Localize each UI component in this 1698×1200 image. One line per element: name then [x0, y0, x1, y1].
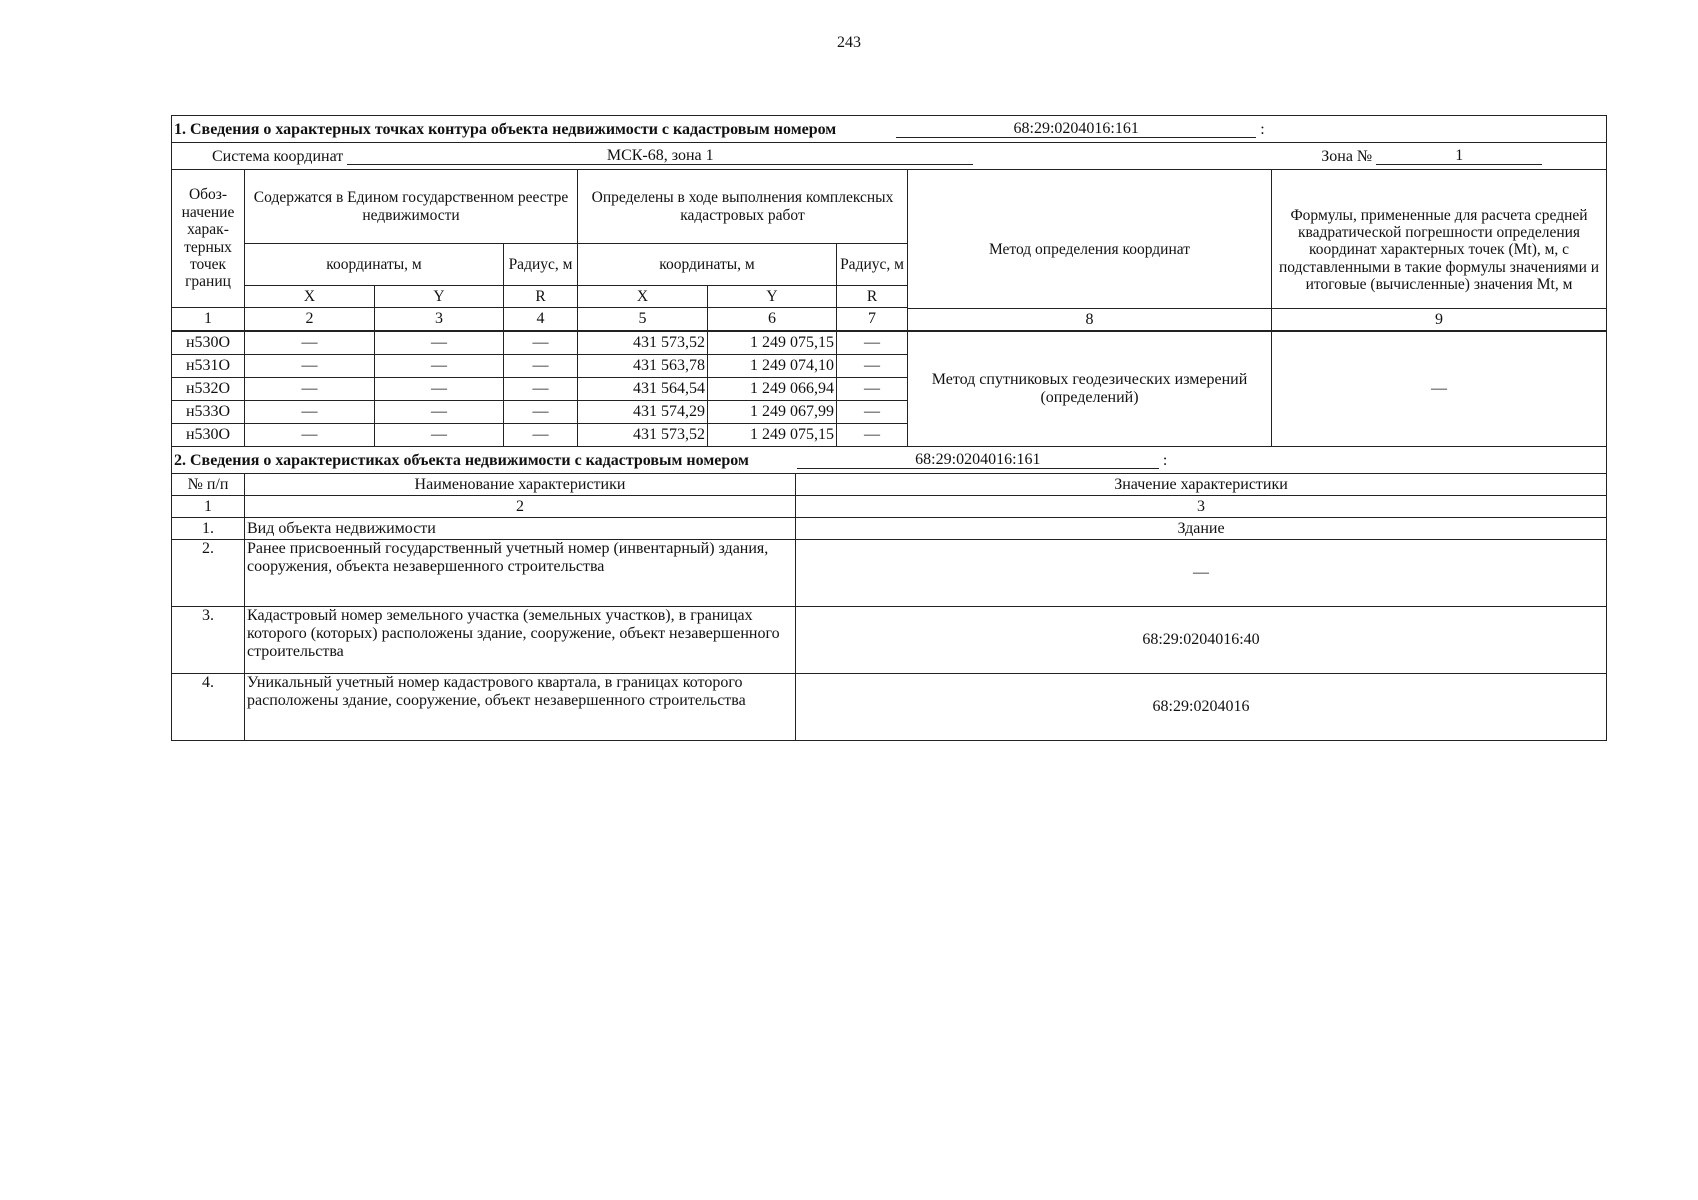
row-number: 1.	[172, 518, 245, 540]
cadastral-document	[171, 115, 1606, 741]
points-table	[171, 115, 1607, 331]
egrn-header: Содержатся в Едином государственном реестре недвижимости	[245, 170, 578, 244]
table-row	[172, 518, 1607, 540]
characteristic-name: Уникальный учетный номер кадастрового квартала, в границах которого расположены здание, сооружение, объект незавершенного строительства	[245, 674, 796, 741]
egrn-x: —	[245, 378, 375, 401]
kkr-radius-header: Радиус, м	[837, 244, 908, 286]
section2-trail: :	[1162, 451, 1168, 469]
kkr-r: —	[837, 378, 908, 401]
col-num: 8	[908, 309, 1272, 332]
method-value: Метод спутниковых геодезических измерений (определений)	[908, 332, 1272, 447]
egrn-y: —	[375, 378, 504, 401]
table-row	[172, 674, 1607, 741]
egrn-radius-header: Радиус, м	[504, 244, 578, 286]
kkr-r: —	[837, 401, 908, 424]
egrn-y: —	[375, 424, 504, 447]
egrn-y: —	[375, 332, 504, 355]
table-row	[172, 607, 1607, 674]
egrn-y: —	[375, 355, 504, 378]
section2-title-row	[172, 447, 1607, 474]
point-id: н530О	[172, 424, 245, 447]
section1-cadastral-number: 68:29:0204016:161	[896, 120, 1256, 139]
section1-title-row	[172, 116, 1607, 143]
point-id: н531О	[172, 355, 245, 378]
col-num: 1	[172, 308, 245, 331]
point-id: н533О	[172, 401, 245, 424]
header-row-1	[172, 170, 1607, 244]
kkr-y: 1 249 066,94	[708, 378, 837, 401]
col-num: 7	[837, 308, 908, 331]
kkr-x: 431 563,78	[578, 355, 708, 378]
name-header: Наименование характеристики	[245, 474, 796, 496]
num-header: № п/п	[172, 474, 245, 496]
characteristic-name: Вид объекта недвижимости	[245, 518, 796, 540]
section2-column-numbers-row	[172, 496, 1607, 518]
col-num: 6	[708, 308, 837, 331]
egrn-coords-header: координаты, м	[245, 244, 504, 286]
kkr-x: 431 573,52	[578, 332, 708, 355]
row-number: 2.	[172, 540, 245, 607]
col-num: 3	[375, 308, 504, 331]
column-numbers-tail-row	[172, 309, 1607, 332]
kkr-header: Определены в ходе выполнения комплексных кадастровых работ	[578, 170, 908, 244]
method-header: Метод определения координат	[908, 170, 1272, 331]
egrn-y: —	[375, 401, 504, 424]
section2-header-row	[172, 474, 1607, 496]
kkr-y-header: Y	[708, 286, 837, 308]
egrn-r: —	[504, 332, 578, 355]
characteristic-value: Здание	[796, 518, 1607, 540]
kkr-x: 431 574,29	[578, 401, 708, 424]
point-id: н530О	[172, 332, 245, 355]
coord-system-value: МСК-68, зона 1	[347, 147, 973, 166]
kkr-r-header: R	[837, 286, 908, 308]
col-num: 4	[504, 308, 578, 331]
zone-value: 1	[1376, 147, 1542, 166]
col-num: 9	[1272, 309, 1607, 332]
coord-system-label: Система координат	[212, 147, 344, 165]
kkr-y: 1 249 067,99	[708, 401, 837, 424]
egrn-r: —	[504, 401, 578, 424]
kkr-y: 1 249 075,15	[708, 424, 837, 447]
col-num: 5	[578, 308, 708, 331]
kkr-x: 431 564,54	[578, 378, 708, 401]
kkr-r: —	[837, 355, 908, 378]
egrn-r: —	[504, 355, 578, 378]
egrn-x: —	[245, 424, 375, 447]
value-header: Значение характеристики	[796, 474, 1607, 496]
egrn-r: —	[504, 424, 578, 447]
section2-title: 2. Сведения о характеристиках объекта недвижимости с кадастровым номером	[174, 451, 749, 469]
row-number: 4.	[172, 674, 245, 741]
egrn-x: —	[245, 401, 375, 424]
characteristic-value: 68:29:0204016:40	[796, 607, 1607, 674]
table-row	[172, 332, 1607, 355]
kkr-y: 1 249 074,10	[708, 355, 837, 378]
zone-label: Зона №	[1321, 147, 1373, 165]
designation-header: Обоз- начение харак- терных точек границ	[172, 170, 245, 308]
egrn-r-header: R	[504, 286, 578, 308]
egrn-x: —	[245, 355, 375, 378]
coord-system-row	[172, 143, 1607, 170]
egrn-r: —	[504, 378, 578, 401]
kkr-r: —	[837, 332, 908, 355]
egrn-x: —	[245, 332, 375, 355]
row-number: 3.	[172, 607, 245, 674]
section1-title: 1. Сведения о характерных точках контура объекта недвижимости с кадастровым номером	[174, 120, 837, 138]
characteristic-name: Кадастровый номер земельного участка (земельных участков), в границах которого (которых) расположены здание, сооружение, объект незавершенного строительства	[245, 607, 796, 674]
kkr-r: —	[837, 424, 908, 447]
col-num: 1	[172, 496, 245, 518]
egrn-x-header: X	[245, 286, 375, 308]
characteristic-value: 68:29:0204016	[796, 674, 1607, 741]
page-number: 243	[837, 34, 861, 51]
kkr-coords-header: координаты, м	[578, 244, 837, 286]
kkr-x: 431 573,52	[578, 424, 708, 447]
egrn-y-header: Y	[375, 286, 504, 308]
formulas-header: Формулы, примененные для расчета средней квадратической погрешности определения координат характерных точек (Mt), м, с подставленными в такие формулы значениями и итоговые (вычисленные) значения Mt, м	[1272, 170, 1607, 331]
kkr-x-header: X	[578, 286, 708, 308]
formula-value: —	[1272, 332, 1607, 447]
col-num: 3	[796, 496, 1607, 518]
col-num: 2	[245, 308, 375, 331]
characteristic-name: Ранее присвоенный государственный учетный номер (инвентарный) здания, сооружения, объекта незавершенного строительства	[245, 540, 796, 607]
characteristics-table	[171, 446, 1607, 741]
kkr-y: 1 249 075,15	[708, 332, 837, 355]
points-data-table	[171, 308, 1607, 447]
section1-trail: :	[1260, 120, 1265, 138]
section2-cadastral-number: 68:29:0204016:161	[797, 451, 1159, 470]
point-id: н532О	[172, 378, 245, 401]
col-num: 2	[245, 496, 796, 518]
characteristic-value: —	[796, 540, 1607, 607]
table-row	[172, 540, 1607, 607]
